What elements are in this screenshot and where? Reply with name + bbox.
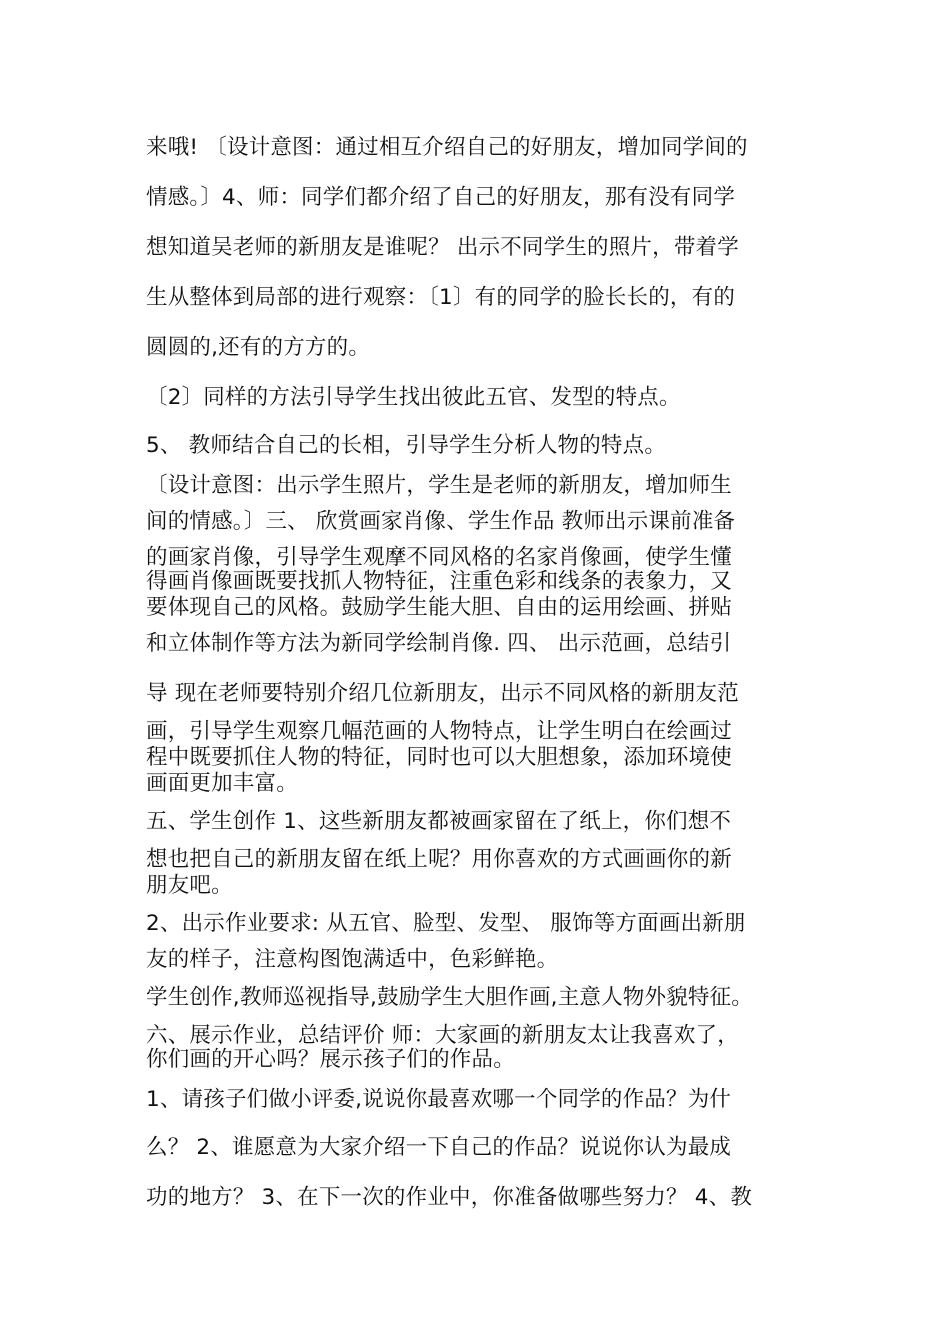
text-line: 圆圆的,还有的方方的。	[146, 335, 371, 360]
text-line: 画面更加丰富。	[146, 771, 298, 796]
text-line: 想也把自己的新朋友留在纸上呢？用你喜欢的方式画画你的新	[146, 847, 732, 872]
text-line: 想知道吴老师的新朋友是谁呢？ 出示不同学生的照片，带着学	[146, 235, 739, 260]
text-line: 六、展示作业，总结评价 师：大家画的新朋友太让我喜欢了，	[146, 1023, 739, 1048]
text-line: 〔设计意图：出示学生照片，学生是老师的新朋友，增加师生	[146, 473, 732, 498]
text-line: 来哦! 〔设计意图：通过相互介绍自己的好朋友，增加同学间的	[146, 135, 748, 160]
text-line: 得画肖像画既要找抓人物特征，注重色彩和线条的表象力，又	[146, 569, 732, 594]
text-line: 和立体制作等方法为新同学绘制肖像. 四、 出示范画，总结引	[146, 631, 732, 656]
text-line: 么？ 2、谁愿意为大家介绍一下自己的作品？说说你认为最成	[146, 1135, 732, 1160]
text-line: 〔2〕同样的方法引导学生找出彼此五官、发型的特点。	[146, 385, 681, 410]
text-line: 你们画的开心吗？展示孩子们的作品。	[146, 1047, 515, 1072]
text-line: 朋友吧。	[146, 873, 233, 898]
text-line: 要体现自己的风格。鼓励学生能大胆、自由的运用绘画、拼贴	[146, 595, 732, 620]
text-line: 导 现在老师要特别介绍几位新朋友，出示不同风格的新朋友范	[146, 681, 739, 706]
text-line: 2、出示作业要求: 从五官、脸型、发型、 服饰等方面画出新朋	[146, 911, 746, 936]
text-line: 画，引导学生观察几幅范画的人物特点，让学生明白在绘画过	[146, 719, 732, 744]
text-line: 程中既要抓住人物的特征，同时也可以大胆想象，添加环境使	[146, 745, 732, 770]
text-line: 五、学生创作 1、这些新朋友都被画家留在了纸上，你们想不	[146, 809, 732, 834]
text-line: 的画家肖像，引导学生观摩不同风格的名家肖像画，使学生懂	[146, 545, 732, 570]
text-line: 生从整体到局部的进行观察：〔1〕有的同学的脸长长的，有的	[146, 285, 736, 310]
text-line: 功的地方？ 3、在下一次的作业中，你准备做哪些努力？ 4、教	[146, 1185, 753, 1210]
text-line: 友的样子，注意构图饱满适中，色彩鲜艳。	[146, 947, 559, 972]
text-line: 5、 教师结合自己的长相，引导学生分析人物的特点。	[146, 433, 667, 458]
text-line: 间的情感。〕三、 欣赏画家肖像、学生作品 教师出示课前准备	[146, 509, 736, 534]
text-line: 情感。〕4、师：同学们都介绍了自己的好朋友，那有没有同学	[146, 185, 736, 210]
text-line: 1、请孩子们做小评委,说说你最喜欢哪一个同学的作品？为什	[146, 1087, 732, 1112]
text-line: 学生创作,教师巡视指导,鼓励学生大胆作画,主意人物外貌特征。	[146, 985, 754, 1010]
